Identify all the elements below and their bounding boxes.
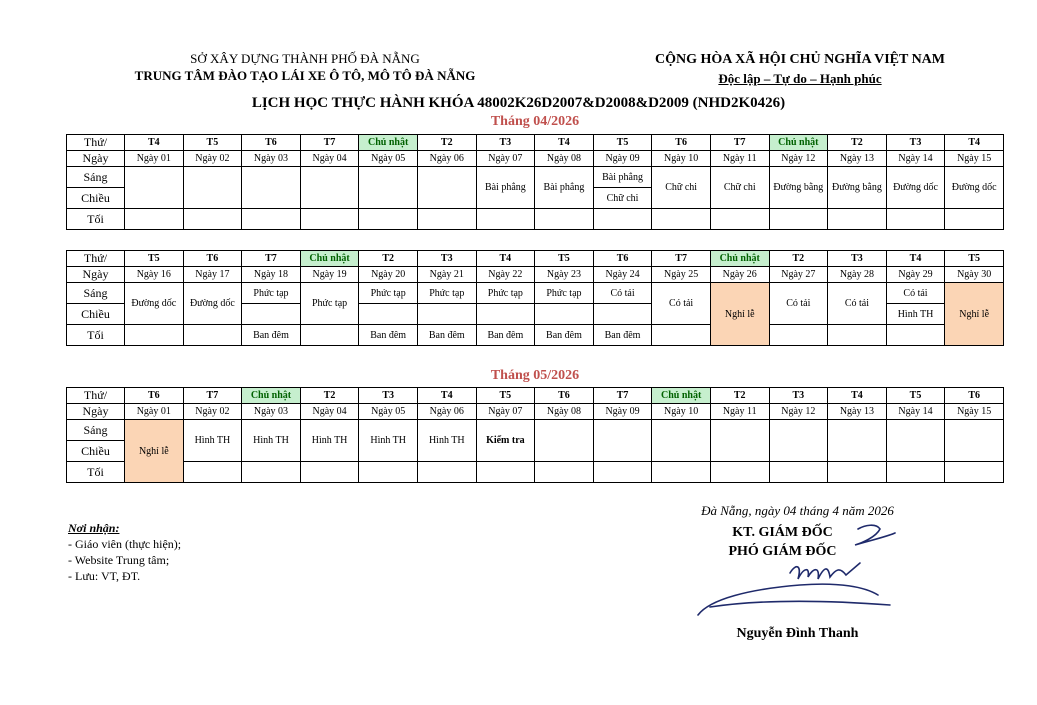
schedule-table-april-2 bbox=[66, 250, 1004, 346]
schedule-cell: Chữ chi bbox=[652, 167, 711, 209]
schedule-cell bbox=[535, 462, 594, 483]
day-cell: T7 bbox=[242, 251, 301, 267]
day-cell: T4 bbox=[476, 251, 535, 267]
issuer-department: SỞ XÂY DỰNG THÀNH PHỐ ĐÀ NẴNG bbox=[190, 51, 420, 66]
schedule-cell: Hình TH bbox=[300, 420, 359, 462]
signer-name: Nguyễn Đình Thanh bbox=[736, 626, 859, 641]
schedule-cell bbox=[945, 420, 1004, 462]
schedule-cell bbox=[710, 462, 769, 483]
date-cell: Ngày 12 bbox=[769, 404, 828, 420]
row-label-ngay: Ngày bbox=[67, 267, 125, 283]
date-cell: Ngày 15 bbox=[945, 404, 1004, 420]
row-label-thu: Thứ/ bbox=[67, 251, 125, 267]
schedule-cell: Chữ chi bbox=[593, 188, 652, 209]
schedule-cell bbox=[828, 420, 887, 462]
month-april-heading: Tháng 04/2026 bbox=[490, 114, 580, 129]
date-cell: Ngày 04 bbox=[300, 404, 359, 420]
day-cell: T5 bbox=[476, 388, 535, 404]
morning-row bbox=[67, 167, 1004, 188]
row-label-sang: Sáng bbox=[67, 167, 125, 188]
day-cell-sunday: Chủ nhật bbox=[242, 388, 301, 404]
date-cell: Ngày 05 bbox=[359, 151, 418, 167]
row-label-chieu: Chiều bbox=[67, 304, 125, 325]
national-title: CỘNG HÒA XÃ HỘI CHỦ NGHĨA VIỆT NAM bbox=[654, 52, 945, 67]
schedule-cell: Có tải bbox=[886, 283, 945, 304]
schedule-cell bbox=[183, 209, 242, 230]
schedule-cell bbox=[417, 304, 476, 325]
schedule-cell bbox=[242, 209, 301, 230]
day-cell: T6 bbox=[535, 388, 594, 404]
row-label-sang: Sáng bbox=[67, 420, 125, 441]
schedule-table-may bbox=[66, 387, 1004, 483]
date-cell: Ngày 13 bbox=[828, 151, 887, 167]
schedule-table-april-1 bbox=[66, 134, 1004, 230]
day-cell-sunday: Chủ nhật bbox=[769, 135, 828, 151]
schedule-cell bbox=[652, 209, 711, 230]
date-cell: Ngày 02 bbox=[183, 404, 242, 420]
date-cell: Ngày 03 bbox=[242, 404, 301, 420]
date-cell: Ngày 28 bbox=[828, 267, 887, 283]
schedule-cell: Đường dốc bbox=[125, 283, 184, 325]
schedule-cell bbox=[652, 462, 711, 483]
schedule-cell bbox=[476, 462, 535, 483]
schedule-cell bbox=[417, 209, 476, 230]
row-label-toi: Tối bbox=[67, 325, 125, 346]
schedule-cell bbox=[125, 167, 184, 209]
document-title: LỊCH HỌC THỰC HÀNH KHÓA 48002K26D2007&D2008&D2009 (NHD2K0426) bbox=[251, 95, 786, 111]
schedule-cell bbox=[886, 462, 945, 483]
recipients-block bbox=[68, 520, 181, 584]
day-cell: T7 bbox=[300, 135, 359, 151]
exam-cell: Kiểm tra bbox=[476, 420, 535, 462]
schedule-cell bbox=[769, 325, 828, 346]
day-cell: T5 bbox=[535, 251, 594, 267]
day-cell: T5 bbox=[183, 135, 242, 151]
recipients-heading: Nơi nhận: bbox=[68, 521, 120, 535]
schedule-cell bbox=[652, 420, 711, 462]
date-cell: Ngày 07 bbox=[476, 151, 535, 167]
date-cell: Ngày 10 bbox=[652, 151, 711, 167]
date-cell: Ngày 26 bbox=[710, 267, 769, 283]
schedule-cell bbox=[886, 209, 945, 230]
day-cell: T3 bbox=[476, 135, 535, 151]
day-cell: T6 bbox=[125, 388, 184, 404]
day-cell: T4 bbox=[535, 135, 594, 151]
date-cell: Ngày 06 bbox=[417, 151, 476, 167]
date-cell: Ngày 09 bbox=[593, 404, 652, 420]
schedule-cell: Ban đêm bbox=[476, 325, 535, 346]
day-cell: T4 bbox=[417, 388, 476, 404]
schedule-cell: Phức tạp bbox=[359, 283, 418, 304]
schedule-cell: Chữ chi bbox=[710, 167, 769, 209]
date-cell: Ngày 04 bbox=[300, 151, 359, 167]
schedule-cell: Có tải bbox=[593, 283, 652, 304]
schedule-cell bbox=[945, 462, 1004, 483]
date-cell: Ngày 07 bbox=[476, 404, 535, 420]
schedule-cell bbox=[593, 462, 652, 483]
day-cell: T5 bbox=[125, 251, 184, 267]
schedule-cell: Phức tạp bbox=[300, 283, 359, 325]
schedule-cell bbox=[769, 462, 828, 483]
schedule-cell bbox=[125, 209, 184, 230]
date-cell: Ngày 25 bbox=[652, 267, 711, 283]
day-cell: T2 bbox=[710, 388, 769, 404]
date-cell: Ngày 08 bbox=[535, 404, 594, 420]
date-cell: Ngày 22 bbox=[476, 267, 535, 283]
date-cell: Ngày 17 bbox=[183, 267, 242, 283]
date-cell: Ngày 11 bbox=[710, 151, 769, 167]
schedule-cell bbox=[476, 304, 535, 325]
national-header bbox=[620, 50, 980, 88]
schedule-cell bbox=[535, 304, 594, 325]
schedule-cell bbox=[769, 420, 828, 462]
schedule-cell: Đường bằng bbox=[828, 167, 887, 209]
issuer-center: TRUNG TÂM ĐÀO TẠO LÁI XE Ô TÔ, MÔ TÔ ĐÀ NẴNG bbox=[134, 68, 476, 83]
day-cell: T5 bbox=[886, 388, 945, 404]
schedule-cell: Bài phẳng bbox=[535, 167, 594, 209]
day-cell: T6 bbox=[945, 388, 1004, 404]
day-cell: T3 bbox=[359, 388, 418, 404]
date-row bbox=[67, 267, 1004, 283]
schedule-cell: Có tải bbox=[652, 283, 711, 325]
schedule-cell bbox=[710, 209, 769, 230]
date-cell: Ngày 23 bbox=[535, 267, 594, 283]
schedule-cell: Ban đêm bbox=[359, 325, 418, 346]
row-label-chieu: Chiều bbox=[67, 188, 125, 209]
day-cell: T2 bbox=[769, 251, 828, 267]
holiday-cell: Nghỉ lễ bbox=[710, 283, 769, 346]
day-cell: T7 bbox=[652, 251, 711, 267]
schedule-cell bbox=[359, 209, 418, 230]
recipient-item: - Website Trung tâm; bbox=[68, 553, 170, 567]
day-cell: T3 bbox=[828, 251, 887, 267]
schedule-cell bbox=[300, 209, 359, 230]
schedule-cell bbox=[125, 325, 184, 346]
schedule-cell bbox=[183, 462, 242, 483]
schedule-cell bbox=[593, 209, 652, 230]
schedule-cell: Ban đêm bbox=[535, 325, 594, 346]
evening-row bbox=[67, 209, 1004, 230]
day-cell-sunday: Chủ nhật bbox=[652, 388, 711, 404]
day-cell: T4 bbox=[828, 388, 887, 404]
date-cell: Ngày 19 bbox=[300, 267, 359, 283]
schedule-cell bbox=[476, 209, 535, 230]
schedule-cell bbox=[359, 167, 418, 209]
date-cell: Ngày 13 bbox=[828, 404, 887, 420]
day-cell: T6 bbox=[242, 135, 301, 151]
date-cell: Ngày 27 bbox=[769, 267, 828, 283]
signer-title-1: KT. GIÁM ĐỐC bbox=[732, 525, 833, 540]
day-cell: T5 bbox=[593, 135, 652, 151]
issue-date: Đà Nẵng, ngày 04 tháng 4 năm 2026 bbox=[701, 503, 894, 518]
issuer-header bbox=[95, 50, 515, 84]
date-cell: Ngày 01 bbox=[125, 404, 184, 420]
date-cell: Ngày 20 bbox=[359, 267, 418, 283]
evening-row bbox=[67, 462, 1004, 483]
schedule-cell bbox=[593, 304, 652, 325]
date-cell: Ngày 18 bbox=[242, 267, 301, 283]
recipient-item: - Lưu: VT, ĐT. bbox=[68, 569, 141, 583]
schedule-cell bbox=[300, 462, 359, 483]
date-cell: Ngày 11 bbox=[710, 404, 769, 420]
holiday-cell: Nghỉ lễ bbox=[125, 420, 184, 483]
row-label-thu: Thứ/ bbox=[67, 388, 125, 404]
day-cell: T2 bbox=[300, 388, 359, 404]
schedule-cell bbox=[242, 304, 301, 325]
day-cell: T7 bbox=[593, 388, 652, 404]
day-cell: T2 bbox=[417, 135, 476, 151]
day-cell-sunday: Chủ nhật bbox=[300, 251, 359, 267]
day-cell: T4 bbox=[886, 251, 945, 267]
schedule-cell bbox=[183, 325, 242, 346]
schedule-cell bbox=[769, 209, 828, 230]
day-cell-sunday: Chủ nhật bbox=[359, 135, 418, 151]
national-motto: Độc lập – Tự do – Hạnh phúc bbox=[718, 71, 882, 86]
schedule-cell bbox=[359, 304, 418, 325]
recipient-item: - Giáo viên (thực hiện); bbox=[68, 537, 182, 551]
schedule-cell: Đường dốc bbox=[183, 283, 242, 325]
schedule-cell bbox=[242, 167, 301, 209]
day-cell: T4 bbox=[945, 135, 1004, 151]
row-label-sang: Sáng bbox=[67, 283, 125, 304]
schedule-cell: Hình TH bbox=[417, 420, 476, 462]
date-cell: Ngày 05 bbox=[359, 404, 418, 420]
row-label-ngay: Ngày bbox=[67, 151, 125, 167]
handwritten-signature bbox=[690, 515, 910, 625]
schedule-cell: Bài phẳng bbox=[476, 167, 535, 209]
schedule-cell bbox=[828, 209, 887, 230]
schedule-cell bbox=[242, 462, 301, 483]
date-cell: Ngày 12 bbox=[769, 151, 828, 167]
schedule-cell bbox=[652, 325, 711, 346]
signer-title-2: PHÓ GIÁM ĐỐC bbox=[728, 544, 837, 559]
row-label-toi: Tối bbox=[67, 209, 125, 230]
schedule-cell: Có tải bbox=[828, 283, 887, 325]
schedule-cell bbox=[828, 325, 887, 346]
date-cell: Ngày 10 bbox=[652, 404, 711, 420]
row-label-chieu: Chiều bbox=[67, 441, 125, 462]
schedule-cell: Ban đêm bbox=[417, 325, 476, 346]
schedule-cell bbox=[183, 167, 242, 209]
morning-row bbox=[67, 420, 1004, 441]
date-cell: Ngày 21 bbox=[417, 267, 476, 283]
day-cell: T3 bbox=[769, 388, 828, 404]
day-cell-sunday: Chủ nhật bbox=[710, 251, 769, 267]
schedule-cell: Hình TH bbox=[183, 420, 242, 462]
date-cell: Ngày 03 bbox=[242, 151, 301, 167]
schedule-cell bbox=[828, 462, 887, 483]
month-may-heading: Tháng 05/2026 bbox=[490, 368, 580, 383]
day-cell: T6 bbox=[652, 135, 711, 151]
schedule-cell bbox=[886, 420, 945, 462]
row-label-thu: Thứ/ bbox=[67, 135, 125, 151]
morning-row bbox=[67, 283, 1004, 304]
date-cell: Ngày 30 bbox=[945, 267, 1004, 283]
schedule-cell bbox=[886, 325, 945, 346]
date-row bbox=[67, 151, 1004, 167]
day-cell: T2 bbox=[359, 251, 418, 267]
schedule-cell: Phức tạp bbox=[476, 283, 535, 304]
schedule-cell: Có tải bbox=[769, 283, 828, 325]
day-row bbox=[67, 135, 1004, 151]
schedule-cell: Ban đêm bbox=[242, 325, 301, 346]
schedule-cell: Đường bằng bbox=[769, 167, 828, 209]
schedule-cell bbox=[535, 420, 594, 462]
schedule-cell bbox=[710, 420, 769, 462]
day-cell: T3 bbox=[886, 135, 945, 151]
date-cell: Ngày 01 bbox=[125, 151, 184, 167]
schedule-cell: Hình TH bbox=[242, 420, 301, 462]
schedule-cell: Phức tạp bbox=[417, 283, 476, 304]
date-cell: Ngày 16 bbox=[125, 267, 184, 283]
row-label-toi: Tối bbox=[67, 462, 125, 483]
day-row bbox=[67, 251, 1004, 267]
holiday-cell: Nghỉ lễ bbox=[945, 283, 1004, 346]
day-cell: T6 bbox=[183, 251, 242, 267]
schedule-cell: Hình TH bbox=[886, 304, 945, 325]
day-cell: T2 bbox=[828, 135, 887, 151]
date-cell: Ngày 24 bbox=[593, 267, 652, 283]
day-cell: T6 bbox=[593, 251, 652, 267]
schedule-cell bbox=[945, 209, 1004, 230]
date-cell: Ngày 15 bbox=[945, 151, 1004, 167]
schedule-cell: Hình TH bbox=[359, 420, 418, 462]
schedule-cell bbox=[417, 167, 476, 209]
evening-row bbox=[67, 325, 1004, 346]
day-cell: T5 bbox=[945, 251, 1004, 267]
schedule-cell: Ban đêm bbox=[593, 325, 652, 346]
date-cell: Ngày 29 bbox=[886, 267, 945, 283]
row-label-ngay: Ngày bbox=[67, 404, 125, 420]
schedule-cell: Phức tạp bbox=[535, 283, 594, 304]
schedule-cell bbox=[417, 462, 476, 483]
date-cell: Ngày 14 bbox=[886, 404, 945, 420]
date-cell: Ngày 14 bbox=[886, 151, 945, 167]
schedule-cell bbox=[300, 167, 359, 209]
schedule-cell bbox=[535, 209, 594, 230]
date-cell: Ngày 06 bbox=[417, 404, 476, 420]
schedule-cell: Đường dốc bbox=[886, 167, 945, 209]
schedule-cell: Đường dốc bbox=[945, 167, 1004, 209]
day-row bbox=[67, 388, 1004, 404]
schedule-cell: Bài phẳng bbox=[593, 167, 652, 188]
date-row bbox=[67, 404, 1004, 420]
day-cell: T3 bbox=[417, 251, 476, 267]
schedule-cell bbox=[300, 325, 359, 346]
date-cell: Ngày 08 bbox=[535, 151, 594, 167]
date-cell: Ngày 02 bbox=[183, 151, 242, 167]
day-cell: T4 bbox=[125, 135, 184, 151]
schedule-cell bbox=[359, 462, 418, 483]
date-cell: Ngày 09 bbox=[593, 151, 652, 167]
day-cell: T7 bbox=[183, 388, 242, 404]
schedule-cell: Phức tạp bbox=[242, 283, 301, 304]
schedule-cell bbox=[593, 420, 652, 462]
day-cell: T7 bbox=[710, 135, 769, 151]
